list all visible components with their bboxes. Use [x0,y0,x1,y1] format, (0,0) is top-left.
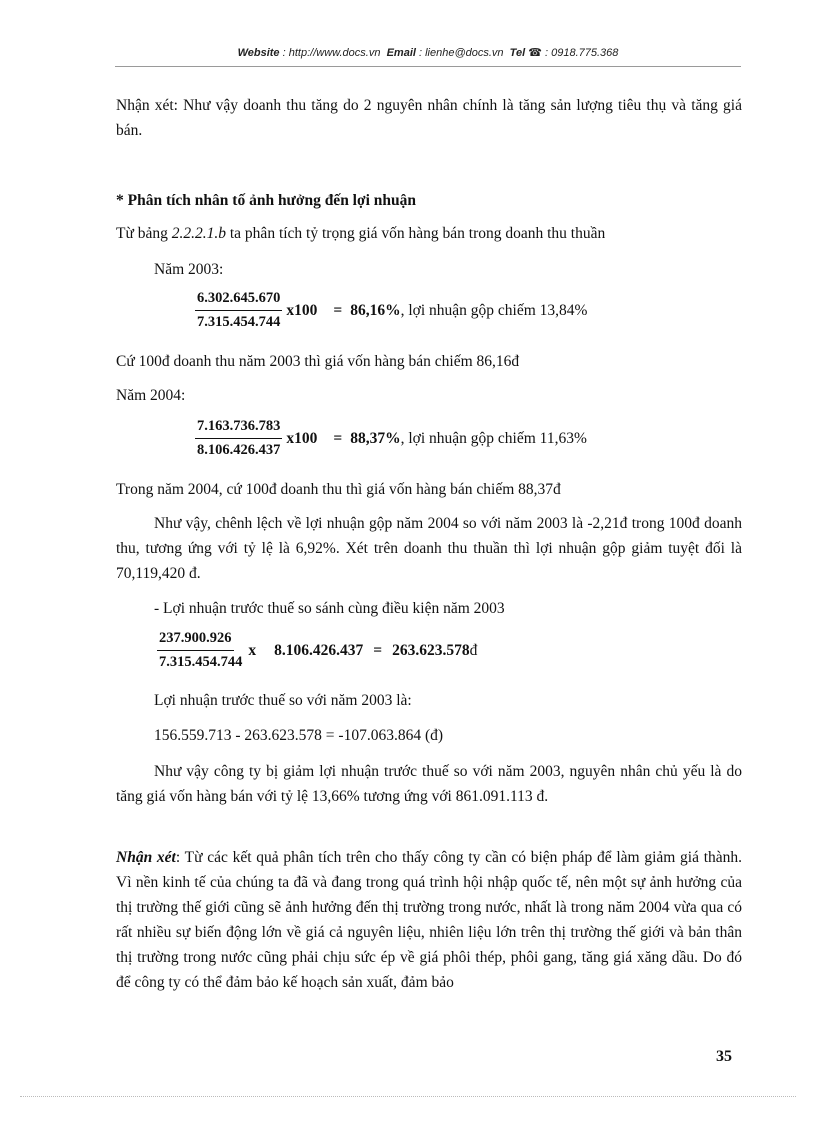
paragraph-conclusion [116,845,742,995]
year-2003-label: Năm 2003: [154,261,224,278]
section-heading: * Phân tích nhân tố ảnh hưởng đến lợi nhuận [116,192,416,209]
footer-divider [20,1096,796,1097]
multiply-operator: x100 [286,429,318,447]
website-label: Website [237,47,280,59]
email-value: : lienhe@docs.vn [419,47,504,59]
formula-2004 [195,418,587,459]
formula-result: 263.623.578 [392,641,470,659]
paragraph-gross-profit-diff: Như vậy, chênh lệch về lợi nhuận gộp năm 2004 so với năm 2003 là -2,21đ trong 100đ doanh thu, tương ứng với tỷ lệ là 6,92%. Xét trên doanh thu thuần thì lợi nhuận gộp giảm tuyệt đối là 70,119,420 đ. [116,515,742,582]
multiply-operator: x100 [286,301,318,319]
formula-note: , lợi nhuận gộp chiếm 11,63% [400,429,587,447]
paragraph-pretax-compare: - Lợi nhuận trước thuế so sánh cùng điều kiện năm 2003 [154,600,505,617]
denominator: 7.315.454.744 [159,654,243,670]
unit: đ [469,641,478,659]
conclusion-body: : Từ các kết quả phân tích trên cho thấy công ty cần có biện pháp để làm giảm giá thành. Vì nền kinh tế của chúng ta đã và đang trong quá trình hội nhập quốc tế, nên một sự ảnh hưởng của thị trường thế giới cũng sẽ ảnh hưởng đến thị trường trong nước, nhất là trong năm 2004 vừa qua có rất nhiều sự biến động lớn về giá cả nguyên liệu, nhiên liệu lớn trên thị trường thế giới và bản thân thị trường trong nước cũng phải chịu sức ép về giá phôi thép, phôi gang, tăng giá xăng dầu. Do đó để công ty có thể đảm bảo kế hoạch sản xuất, đảm bảo [116,849,743,991]
equals-sign: = [333,429,343,447]
equals-sign: = [373,641,383,659]
paragraph-remark-revenue: Nhận xét: Như vậy doanh thu tăng do 2 nguyên nhân chính là tăng sản lượng tiêu thụ và tăng giá bán. [116,97,742,139]
header-divider [115,66,741,67]
paragraph-cost-2003: Cứ 100đ doanh thu năm 2003 thì giá vốn hàng bán chiếm 86,16đ [116,353,520,370]
table-reference: 2.2.2.1.b [171,225,226,242]
paragraph-pretax-calc: 156.559.713 - 263.623.578 = -107.063.864 (đ) [154,727,444,744]
website-value: : http://www.docs.vn [282,47,381,59]
multiplier: 8.106.426.437 [274,641,364,659]
equals-sign: = [333,301,343,319]
denominator: 8.106.426.437 [197,442,281,458]
denominator: 7.315.454.744 [197,314,281,330]
tel-value: : 0918.775.368 [545,47,619,59]
page-number: 35 [716,1048,732,1065]
numerator: 237.900.926 [157,630,234,651]
paragraph-profit-decrease: Như vậy công ty bị giảm lợi nhuận trước thuế so với năm 2003, nguyên nhân chủ yếu là do tăng giá vốn hàng bán với tỷ lệ 13,66% tương ứng với 861.091.113 đ. [116,763,742,805]
year-2004-label: Năm 2004: [116,387,186,404]
fraction [195,290,282,331]
formula-2003 [195,290,587,331]
formula-pretax-profit [157,630,477,671]
formula-note: , lợi nhuận gộp chiếm 13,84% [400,301,588,319]
text: Từ bảng [116,225,172,242]
page-header [115,46,741,59]
tel-label: Tel [509,47,526,59]
fraction [157,630,244,671]
fraction [195,418,282,459]
paragraph-cost-2004: Trong năm 2004, cứ 100đ doanh thu thì giá vốn hàng bán chiếm 88,37đ [116,481,561,498]
numerator: 6.302.645.670 [195,290,282,311]
paragraph-pretax-label: Lợi nhuận trước thuế so với năm 2003 là: [154,692,412,709]
formula-result: 88,37% [350,429,401,447]
multiply-operator: x [248,641,257,659]
paragraph-table-reference [116,221,742,246]
email-label: Email [386,47,416,59]
conclusion-label: Nhận xét [116,849,176,866]
numerator: 7.163.736.783 [195,418,282,439]
phone-icon: ☎ [528,47,542,59]
formula-result: 86,16% [350,301,401,319]
text: ta phân tích tỷ trọng giá vốn hàng bán trong doanh thu thuần [226,225,606,242]
